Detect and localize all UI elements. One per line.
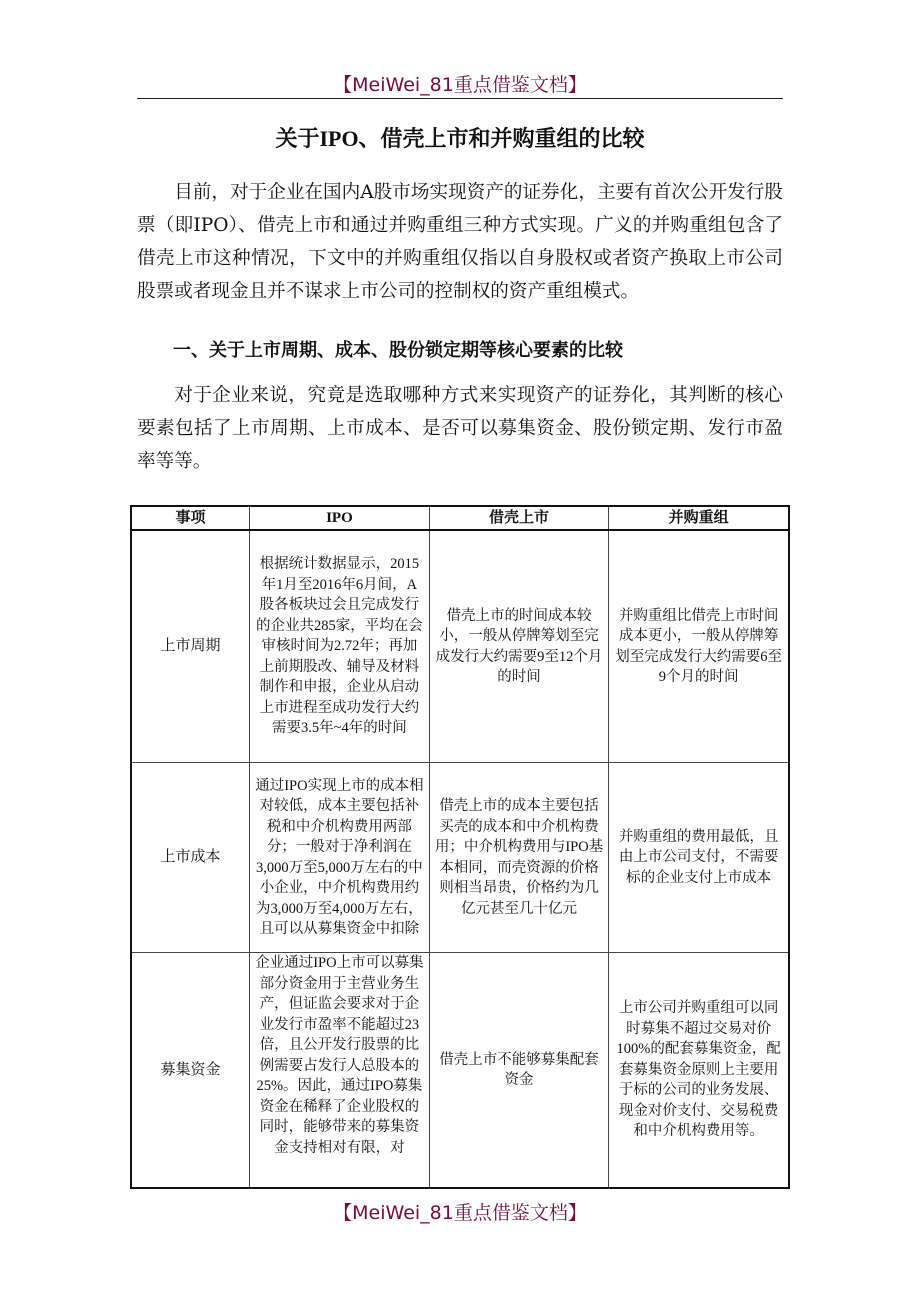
table-row: [131, 953, 789, 1189]
table-cell: 根据统计数据显示，2015年1月至2016年6月间，A股各板块过会且完成发行的企业共285家，平均在会审核时间为2.72年；再加上前期股改、辅导及材料制作和申报，企业从启动上市进程至成功发行大约需要3.5年~4年的时间: [250, 530, 430, 763]
table-cell: 并购重组比借壳上市时间成本更小，一般从停牌筹划至完成发行大约需要6至9个月的时间: [609, 530, 789, 763]
page-header: 【MeiWei_81重点借鉴文档】: [333, 74, 587, 96]
table-row: [131, 763, 789, 953]
table-cell: 上市成本: [131, 763, 250, 953]
header-divider: [137, 98, 783, 99]
table-cell: 借壳上市不能够募集配套资金: [429, 953, 609, 1189]
document-title: 关于IPO、借壳上市和并购重组的比较: [275, 126, 645, 151]
table-row: [131, 530, 789, 763]
table-cell: 借壳上市的成本主要包括买壳的成本和中介机构费用；中介机构费用与IPO基本相同，而壳资源的价格则相当昂贵，价格约为几亿元甚至几十亿元: [429, 763, 609, 953]
comparison-table: [130, 505, 790, 1189]
intro-paragraph: 目前，对于企业在国内A股市场实现资产的证券化，主要有首次公开发行股票（即IPO）、借壳上市和通过并购重组三种方式实现。广义的并购重组包含了借壳上市这种情况，下文中的并购重组仅指以自身股权或者资产换取上市公司股票或者现金且并不谋求上市公司的控制权的资产重组模式。: [137, 182, 783, 302]
column-header: 借壳上市: [429, 506, 609, 530]
column-header: 事项: [131, 506, 250, 530]
table-cell: 并购重组的费用最低，且由上市公司支付，不需要标的企业支付上市成本: [609, 763, 789, 953]
section-heading: 一、关于上市周期、成本、股份锁定期等核心要素的比较: [173, 340, 623, 361]
table-cell: 上市周期: [131, 530, 250, 763]
column-header: 并购重组: [609, 506, 789, 530]
table-cell: 通过IPO实现上市的成本相对较低，成本主要包括补税和中介机构费用两部分；一般对于净利润在3,000万至5,000万左右的中小企业，中介机构费用约为3,000万至4,000万左右，且可以从募集资金中扣除: [250, 763, 430, 953]
table-cell: 上市公司并购重组可以同时募集不超过交易对价100%的配套募集资金，配套募集资金原则上主要用于标的公司的业务发展、现金对价支付、交易税费和中介机构费用等。: [609, 953, 789, 1189]
column-header: IPO: [250, 506, 430, 530]
table-header-row: [131, 506, 789, 530]
table-cell: 企业通过IPO上市可以募集部分资金用于主营业务生产，但证监会要求对于企业发行市盈率不能超过23倍，且公开发行股票的比例需要占发行人总股本的25%。因此，通过IPO募集资金在稀释了企业股权的同时，能够带来的募集资金支持相对有限，对: [250, 953, 430, 1189]
table-cell: 借壳上市的时间成本较小，一般从停牌筹划至完成发行大约需要9至12个月的时间: [429, 530, 609, 763]
table-cell: 募集资金: [131, 953, 250, 1189]
section-paragraph: 对于企业来说，究竟是选取哪种方式来实现资产的证券化，其判断的核心要素包括了上市周期、上市成本、是否可以募集资金、股份锁定期、发行市盈率等等。: [137, 385, 783, 472]
page-footer: 【MeiWei_81重点借鉴文档】: [333, 1202, 587, 1224]
